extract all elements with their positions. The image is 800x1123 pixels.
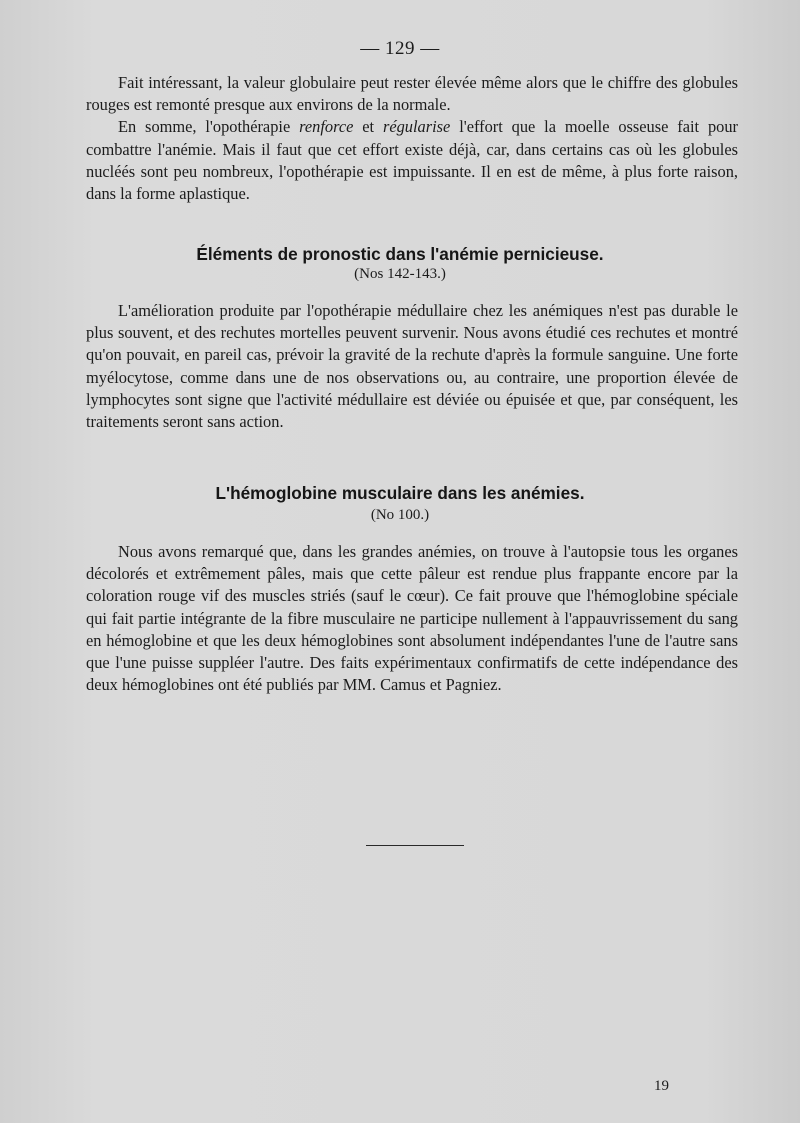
section-title-pronostic: Éléments de pronostic dans l'anémie pernicieuse. (196, 244, 604, 264)
section-divider (366, 845, 464, 846)
section-ref-hemoglobine: (No 100.) (370, 507, 430, 523)
section-body-hemoglobine (86, 541, 738, 696)
intro-paragraph-1: Fait intéressant, la valeur globulaire peut rester élevée même alors que le chiffre des globules rouges est remonté presque aux environs de la normale. (86, 73, 738, 115)
page-signature: 19 (654, 1078, 669, 1094)
intro-p2-part-b: et (353, 117, 383, 137)
intro-text (86, 72, 738, 205)
section-body-pronostic (86, 300, 738, 433)
section-ref-pronostic: (Nos 142-143.) (354, 266, 446, 282)
intro-p2-part-a: En somme, l'opothérapie (118, 117, 300, 137)
section-title-hemoglobine: L'hémoglobine musculaire dans les anémies. (215, 483, 585, 503)
intro-paragraph-2 (86, 116, 738, 205)
intro-p2-emphasis-renforce: renforce (299, 117, 354, 137)
section-paragraph-hemoglobine: Nous avons remarqué que, dans les grandes anémies, on trouve à l'autopsie tous les organes décolorés et extrêmement pâles, mais que cette pâleur est rendue plus frappante encore par la coloration rouge vif des muscles striés (sauf le cœur). Ce fait prouve que l'hémoglobine spéciale qui fait partie intégrante de la fibre musculaire ne participe nullement à l'appauvrissement du sang en hémoglobine et que les deux hémoglobines sont absolument indépendantes l'une de l'autre sans que l'une puisse suppléer l'autre. Des faits expérimentaux confirmatifs de cette indépendance des deux hémoglobines ont été publiés par MM. Camus et Pagniez. (86, 542, 738, 695)
page-number: — 129 — (360, 38, 440, 59)
intro-p2-emphasis-regularise: régularise (382, 117, 451, 137)
section-paragraph-pronostic: L'amélioration produite par l'opothérapie médullaire chez les anémiques n'est pas durable le plus souvent, et des rechutes mortelles peuvent survenir. Nous avons étudié ces rechutes et montré qu'on pouvait, en pareil cas, prévoir la gravité de la rechute d'après la formule sanguine. Une forte myélocytose, comme dans une de nos observations ou, au contraire, une proportion élevée de lymphocytes sont signe que l'activité médullaire est déviée ou épuisée et que, par conséquent, les traitements seront sans action. (86, 301, 738, 432)
intro-p2-part-c: l'effort que la moelle osseuse fait pour combattre l'anémie. Mais il faut que cet effort existe déjà, car, dans certains cas où les globules nucléés sont peu nombreux, l'opothérapie est impuissante. Il en est de même, à plus forte raison, dans la forme aplastique. (86, 117, 738, 204)
